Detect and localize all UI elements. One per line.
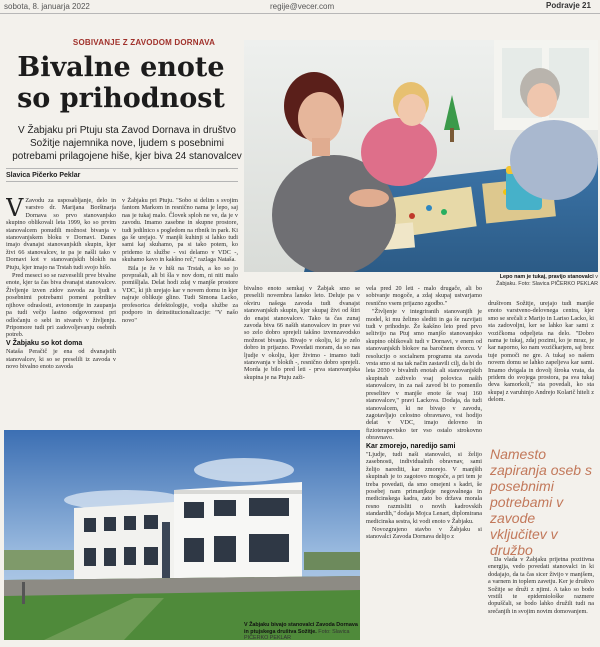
text-column-1	[6, 197, 116, 427]
article-headline: Bivalne enote so prihodnost	[17, 52, 225, 114]
pull-quote: Namesto zapiranja oseb s posebnimi potrebami v zavode vključitev v družbo	[490, 446, 592, 558]
caption-bottom-rest: Foto: Slavica PIČERKO PEKLAR	[244, 628, 350, 642]
text-column-3	[244, 285, 360, 427]
page-number: 21	[582, 1, 591, 10]
issue-date: sobota, 8. januarja 2022	[4, 2, 90, 11]
paragraph: društvom Sožitje, urejajo tudi manjše enoto varstveno-delovnega centra, kjer smo se srečali z Marijo in Lariso Lacko, ki sta zadovoljni, ker se lahko kar sami z vozičkoma odpeljeta na delo. "Dobro nama je tukaj, zdaj pozimi, ko je mraz, je kar naporno, ko nam vozičkarjem, saj brez tuje pomoči ne gre. A tukaj so našem novem domu se lahko zapeljeva kar sami. Imamo dvigala in dovolj široka vrata, da pridem do svojega prostora, pa sva tukaj deva kamorkoli," sta povedali, ko sta skupaj z varuhinjo Andrejo Kolarič hiteli z delom.	[488, 300, 594, 404]
photo-building-zabjak	[4, 430, 360, 640]
article-kicker: SOBIVANJE Z ZAVODOM DORNAVA	[72, 38, 216, 47]
text-column-5b	[488, 556, 594, 642]
paragraph: Nataša Peračič je ena od dvanajstih stanovalcev, ki so se preselili iz zavoda v novo bivalno enoto zavoda	[6, 348, 116, 370]
paragraph: Novozgrajeno stavbo v Žabjaku si stanovalci Zavoda Dornava delijo z	[366, 526, 482, 541]
top-photo	[244, 40, 598, 272]
top-photo-caption	[488, 274, 598, 287]
paragraph: Bila je že v hiši na Trstah, a ko so jo povprašali, ali bi šla v nov dom, ni niti malo pomišljala. Delat hodi zdaj v manjše prostore VDC, ki jih urejajo kar v novem domu in kjer najraje oblikuje glino. Tudi Simona Lacko, profesorica defektologije, vodja službe za podporo in deinstitucionalizacije: "V našo novo"	[122, 264, 238, 324]
caption-bottom-bold: V Žabjaku bivajo stanovalci Zavoda Dornava in ptujskega društva Sožitje.	[244, 622, 358, 635]
caption-top-bold: Lepo nam je tukaj, pravijo stanovalci	[499, 274, 594, 280]
caption-top-rest: v Žabjaku. Foto: Slavica PIČERKO PEKLAR	[496, 274, 598, 287]
paragraph: vela pred 20 leti - malo drugače, ali bo sobivanje mogoče, a zdaj skupaj ustvarjamo resnično vsem prijazno zgodbo."	[366, 285, 482, 307]
paragraph: v Žabjaku pri Ptuju. "Sobo si delim s svojim fantom Markom in resnično nama je lepo, saj nas je tukaj malo. Človek sploh ne ve, da je v zavodu. Imamo zasebne in skupne prostore, tudi jedilnico s pogledom na ribnik in park. Ki ga še urejajo. V manjši kuhinji si lahko tudi sami kaj skuhamo, pa si tako potem, ko pridemo iz službe - vsi delamo v VDC -, skuhamo kavo in kakšno reč," razlaga Nataša.	[122, 197, 238, 264]
photo-residents-at-table	[244, 40, 598, 272]
paragraph: "Življenje v integriranih stanovanjih je model, ki mu želimo slediti in ga še razvijati tudi v prihodnje. Že kakšno leto pred prvo selitvijo na Ptuj smo manjšo stanovanjsko skupino oblikovali tudi v Dornavi, v enem od stanovanjskih blokov na baročnem dvorcu. V resolucijo o socialnem programu sta zavoda vrsta smo si na tak način zastavili cilj, da bi do leta 2030 v bivalnih enotah ali stanovanjskih skupinah zaživelo vsaj polovica naših stanovalcev, in za naš zavod bi to pomenilo preselitev v manjše enote še vsaj 160 stanovalcev," pravi Lackova. Dodaja, da tudi stanovalcem, ki ne bivajo v zavodu, zagotavljajo celostno obravnavo, vsi hodijo delat v VDC, imajo delovno in fizioterapevtsko ter vso ostalo strokovno obravnavo.	[366, 308, 482, 442]
paragraph: Pred meseci so se razveselili prve bivalne enote, kjer ta čas biva dvanajst stanovalcev. Življenje izven zidov zavoda za ljudi s posebnimi potrebami pomeni potrditev njihove odraslosti, avtonomije in zaupanja pa tudi večjo lastno odgovornost pri odločanju o sebi in stvareh v življenju. Pripomore tudi pri zadovoljevanju osebnih potreb.	[6, 272, 116, 339]
paragraph: "Ljudje, tudi naši stanovalci, si želijo zasebnosti, individualnih obravnav, sami želijo narediti, kar zmorejo. V manjših skupinah je to zagotovo mogoče, a pri tem je treba povedati, da smo omejeni s kadri, še posebej nam primanjkuje negovalnega in medicinskega kadra, zato bo država morala resno razmisliti o novih kadrovskih standardih," dodaja Mojca Lenart, diplomirana medicinska sestra, ki vodi enoto v Žabjaku.	[366, 450, 482, 525]
article-author: Slavica Pičerko Peklar	[6, 172, 81, 179]
drop-cap: V	[6, 197, 24, 222]
paragraph: Zavodu za usposabljanje, delo in varstvo dr. Marijana Borštnarja Dornava so prvo stanovanjsko skupino oblikovali leta 1999, ko so prvim stanovalcem ponudili možnost bivanja v stanovanjskem bloku v Dornavi. Danes imajo dvanajst stanovanjskih skupin, kjer živi 66 stanovalcev, te pa je našli tako v Dornavi kot v stanovanjskih blokih na Ptuju, kjer imajo na Trstah tudi svojo hišo.	[6, 197, 116, 271]
section-name: Podravje	[546, 1, 580, 10]
bottom-photo-caption	[244, 622, 362, 642]
article-lead: V Žabjaku pri Ptuju sta Zavod Dornava in društvo Sožitje najemnika nove, ljudem s posebnimi potrebami prilagojene hiše, kjer biva 24 stanovalcev	[12, 125, 242, 162]
text-column-2	[122, 197, 238, 427]
paragraph: bivalno enoto semkaj v Žabjak smo se preselili novembra lansko leto. Deluje pa v okviru našega zavoda tudi dvanajst stanovanjskih skupin, kjer skupaj živi od štiri do enajst stanovalcev. Tako ta čas zunaj zavoda biva 66 naših stanovalcev in prav vsi so zelo dobro sprejeli takšno izvenzavodsko možnost bivanja. Bivajo v okolju, ki je zelo dobro in prijazno. Povedati moram, da so nas ljudje v okolju, kjer živimo - imamo tudi stanovanja v blokih -, resnično dobro sprejeli. Morda je bilo pred leti - prva stanovanjska skupina je na Ptuju zaži-	[244, 285, 360, 381]
text-column-4	[366, 285, 482, 630]
subhead-kot-doma: V Žabjaku so kot doma	[6, 339, 83, 347]
text-column-5	[488, 300, 594, 440]
page-header	[0, 0, 600, 14]
divider	[6, 168, 238, 169]
bottom-photo	[4, 430, 360, 640]
subhead-kar-zmorejo: Kar zmorejo, naredijo sami	[366, 442, 456, 450]
paragraph: Da vlada v Žabjaku prijetna pozitivna energija, vedo povedati stanovalci in ki dodajajo, da ta čas sicer živijo v manjšem, a varnem in toplem zavetju. Ker je društvo Sožitje se druži z njimi. A tako so bodo vrstili te epidemiološke razmere dopuščali, se bodo lahko družili tudi na srečanjih in svojim novim domovanjem.	[488, 556, 594, 615]
section-email[interactable]: regije@vecer.com	[270, 2, 335, 11]
divider	[6, 181, 238, 182]
